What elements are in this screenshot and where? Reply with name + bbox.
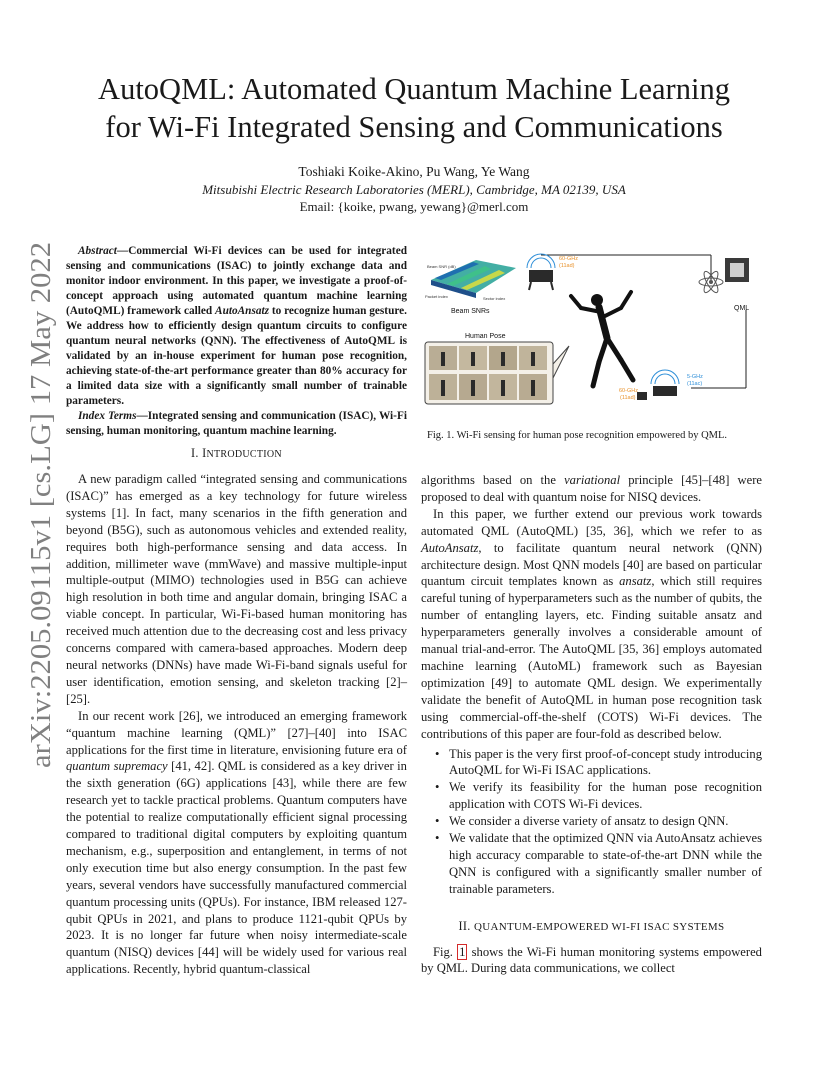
- packet-axis-label: Packet index: [425, 294, 448, 299]
- intro-number: I.: [191, 446, 203, 460]
- section-heading-intro: [66, 446, 407, 461]
- rp3-a: Fig.: [433, 944, 458, 959]
- human-pose-figure: [571, 292, 633, 386]
- label-60ghz-bottom: 60-GHz: [619, 388, 638, 394]
- human-pose-label: Human Pose: [465, 333, 506, 340]
- right-paragraph-2: [421, 506, 762, 743]
- affiliation: Mitsubishi Electric Research Laboratories (MERL), Cambridge, MA 02139, USA: [202, 182, 626, 197]
- label-60ghz-top: 60-GHz: [559, 256, 578, 262]
- p2-part-b: [41, 42]. QML is considered as a key driver in the sixth generation (6G) applications [43], while there are few research yet to tackle practical problems. Quantum computers have the potential to realize computationally efficient signal processing compared to traditional digital computers by exploiting quantum mechanism, e.g., superposition and entanglement, in terms of not only execution time but also energy consumption. In the past few years, several vendors have successfully manufactured commercial quantum processing units (QPUs). For instance, IBM released 127-qubit QPUs in 2021, and plans to produce 1121-qubit QPUs by 2023. It is no longer far future when noisy intermediate-scale quantum (NISQ) devices [44] will be widely used for various real applications. Recently, hybrid quantum-classical: [66, 759, 407, 977]
- contribution-item: • We validate that the optimized QNN via AutoAnsatz achieves high accuracy comparable to state-of-the-art DNN while the QNN is configured with a significantly smaller number of trainable parameters.: [449, 830, 762, 898]
- router-5ghz-icon: [651, 370, 703, 396]
- rp1-b: principle [45]–[48] were proposed to deal with quantum noise for NISQ devices.: [421, 473, 762, 504]
- intro-initial: I: [202, 446, 207, 460]
- right-paragraph-1: [421, 472, 762, 506]
- authors: Toshiaki Koike-Akino, Pu Wang, Ye Wang: [298, 164, 530, 179]
- title-line-1: AutoQML: Automated Quantum Machine Learning: [98, 72, 730, 106]
- rp2-a: In this paper, we further extend our previous work towards automated QML (AutoQML) [35, 36], which we refer to as: [421, 506, 762, 538]
- contribution-item: • This paper is the very first proof-of-concept study introducing AutoQML for Wi-Fi ISAC applications.: [449, 746, 762, 780]
- label-5ghz: 5-GHz: [687, 374, 703, 380]
- p2-quantum-supremacy: quantum supremacy: [66, 759, 168, 774]
- abstract-label: Abstract: [78, 245, 117, 257]
- snr-axis-label: Beam SNR (dB): [427, 264, 456, 269]
- rp1-variational: variational: [564, 473, 621, 487]
- sector-axis-label: Sector index: [483, 296, 506, 301]
- qml-label: QML: [734, 305, 750, 312]
- label-11ad-top: (11ad): [559, 263, 575, 269]
- router-60ghz-bottom-icon: [619, 388, 647, 401]
- rp3-b: shows the Wi-Fi human monitoring systems empowered by QML. During data communications, we collect: [421, 944, 762, 976]
- rp2-c: , which still requires careful tuning of hyperparameters such as the number of qubits, the number of entangling layers, etc. Finding suitable ansatz and hyperparameters generally involves a considerable amount of manual trial-and-error. The AutoQML [35, 36] employs automated machine learning (AutoML) framework such as Bayesian optimization [49] to automate QML design. We experimentally validate the benefit of AutoQML in human pose recognition task using commercial-off-the-shelf (COTS) Wi-Fi devices. The contributions of this paper are four-fold as described below.: [421, 574, 762, 741]
- index-terms-label: Index Terms: [78, 410, 137, 422]
- title-line-2: for Wi-Fi Integrated Sensing and Communications: [105, 110, 723, 144]
- label-11ad-bottom: (11ad): [620, 395, 636, 401]
- paper-title: [40, 70, 788, 146]
- abstract: [66, 244, 407, 439]
- index-terms: —Integrated sensing and communication (ISAC), Wi-Fi sensing, human monitoring, quantum machine learning.: [66, 410, 407, 437]
- router-60ghz-top-icon: [527, 254, 578, 290]
- p2-part-a: In our recent work [26], we introduced an emerging framework “quantum machine learning (QML)” [27]–[40] into ISAC applications for the first time in literature, envisioning future era of: [66, 708, 407, 757]
- abstract-autoansatz: AutoAnsatz: [215, 305, 270, 317]
- rp2-b: , to facilitate quantum neural network (QNN) architecture design. Most QNN models [40] are based on particular quantum circuit templates known as: [421, 540, 762, 589]
- rp2-autoansatz: AutoAnsatz: [421, 540, 479, 555]
- qpu-chip-icon: [725, 258, 749, 282]
- left-column: [66, 471, 407, 978]
- right-paragraph-3: [421, 944, 762, 978]
- section-heading-2: [421, 918, 762, 936]
- beam-snr-plot: [425, 260, 516, 315]
- rp1-a: algorithms based on the: [421, 473, 565, 487]
- abstract-text: —Commercial Wi-Fi devices can be used for integrated sensing and communications (ISAC) to jointly exchange data and monitor indoor environment. In this paper, we investigate a proof-of-concept approach using automated quantum machine learning (AutoQML) framework called: [66, 245, 407, 317]
- figure-1-caption: Fig. 1. Wi-Fi sensing for human pose recognition empowered by QML.: [427, 430, 728, 441]
- figure-1: [421, 238, 762, 418]
- arxiv-stamp-text: arXiv:2205.09115v1 [cs.LG] 17 May 2022: [25, 269, 57, 768]
- intro-paragraph-2: [66, 708, 407, 979]
- fig-1-link[interactable]: 1: [459, 944, 466, 959]
- intro-paragraph-1: A new paradigm called “integrated sensing and communications (ISAC)” has emerged as a key technology for future wireless systems [1]. In fact, many scenarios in the fifth generation and beyond (B5G), such as autonomous vehicles and extended reality, requires both high-performance sensing and data access. In addition, millimeter wave (mmWave) and massive multiple-input multiple-output (MIMO) technologies used in B5G can achieve high resolution in both time and angular domain, bringing ISAC a viable concept. In particular, Wi-Fi-based human monitoring has received much attention due to the decreasing cost and less privacy concerns compared with camera-based approaches. Modern deep neural networks (DNNs) have made Wi-Fi-band signals useful for user identification, emotion sensing, and skeleton tracking [2]–[25].: [66, 472, 407, 706]
- sec2-number: II.: [458, 918, 474, 933]
- beam-snrs-label: Beam SNRs: [451, 308, 490, 315]
- sec2-title: QUANTUM-EMPOWERED WI-FI ISAC SYSTEMS: [473, 920, 725, 933]
- contribution-item: • We consider a diverse variety of ansatz to design QNN.: [449, 813, 762, 830]
- pose-photo-grid: [425, 342, 569, 404]
- label-11ac: (11ac): [687, 381, 703, 387]
- email: Email: {koike, pwang, yewang}@merl.com: [299, 199, 529, 214]
- right-column: [421, 472, 762, 977]
- arxiv-stamp: [10, 240, 62, 770]
- contribution-item: • We verify its feasibility for the human pose recognition application with COTS Wi-Fi devices.: [449, 779, 762, 813]
- contributions-list: [421, 746, 762, 898]
- abstract-text-2: to recognize human gesture. We address how to efficiently design quantum circuits to configure quantum neural networks (QNN). The effectiveness of AutoQML is validated by an in-house experiment for human pose recognition, achieving state-of-the-art performance greater than 80% accuracy for a limited data size with a significantly small number of trainable parameters.: [66, 305, 407, 407]
- intro-rest: NTRODUCTION: [206, 449, 282, 460]
- rp2-ansatz: ansatz: [619, 574, 652, 589]
